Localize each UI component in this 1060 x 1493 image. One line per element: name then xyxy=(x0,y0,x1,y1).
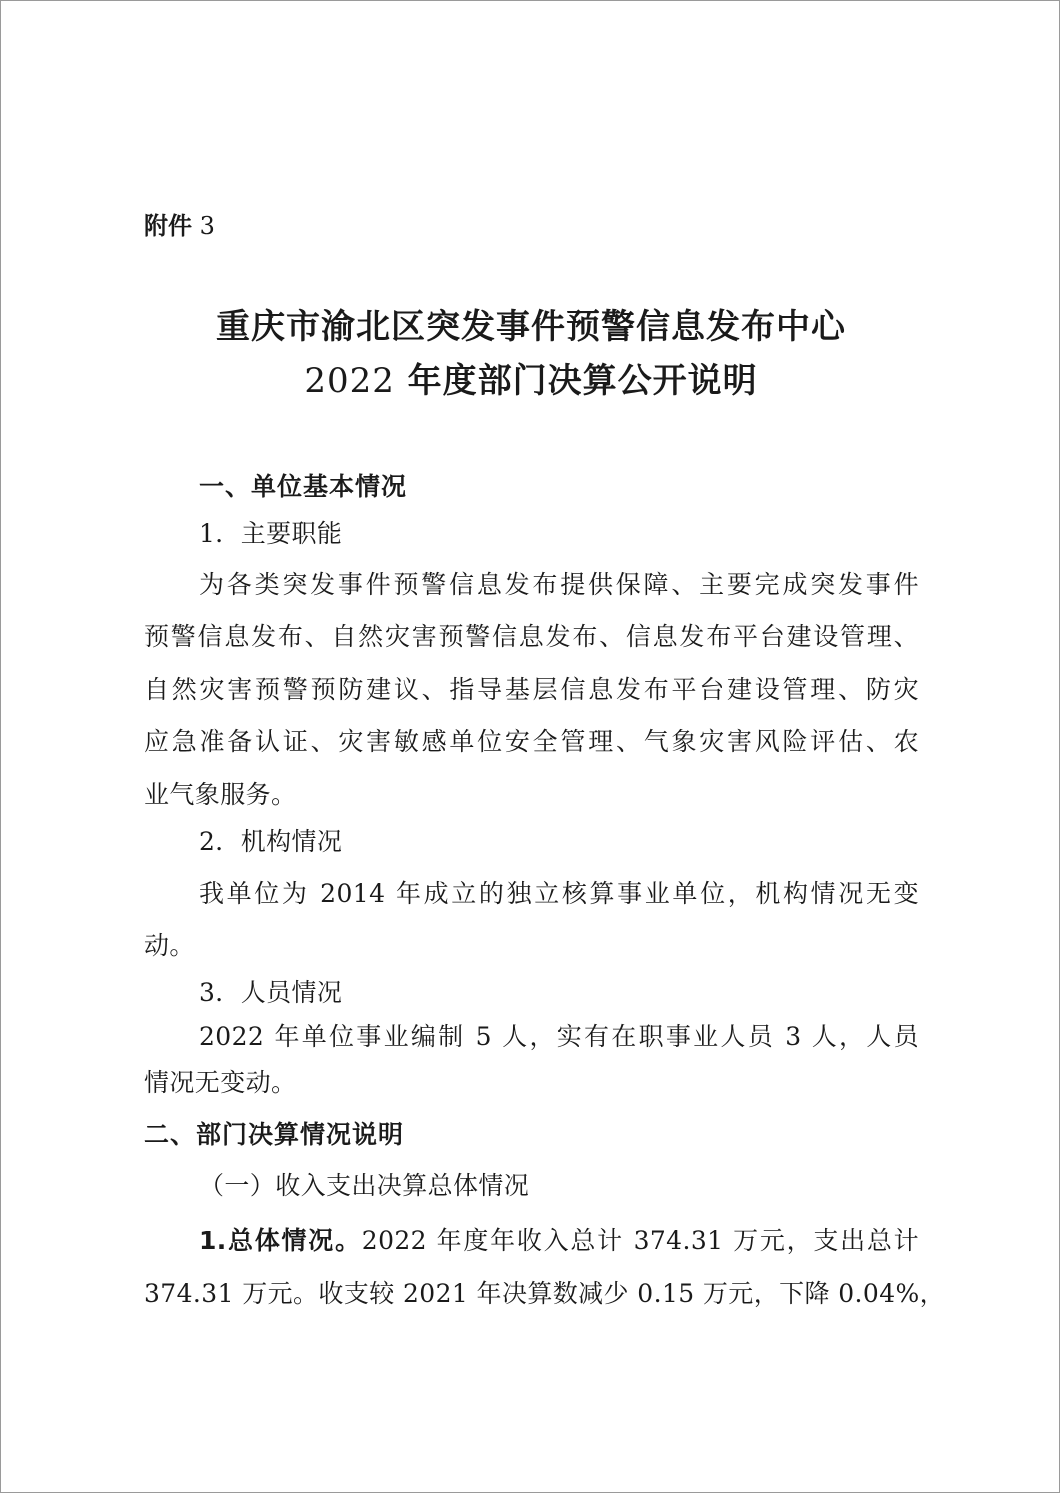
attachment-number: 3 xyxy=(199,212,215,240)
overall-label: 1.总体情况。 xyxy=(199,1226,362,1255)
sub2-line-2: 动。 xyxy=(144,931,195,960)
sub1-line-1: 为各类突发事件预警信息发布提供保障、主要完成突发事件 xyxy=(199,570,919,599)
overall-line-1 xyxy=(199,1225,919,1257)
section2-sub1-heading: （一）收入支出决算总体情况 xyxy=(199,1171,530,1200)
sub3-line-1: 2022 年单位事业编制 5 人，实有在职事业人员 3 人，人员 xyxy=(199,1022,919,1051)
sub1-line-2: 预警信息发布、自然灾害预警信息发布、信息发布平台建设管理、 xyxy=(144,622,919,651)
document-title-line1: 重庆市渝北区突发事件预警信息发布中心 xyxy=(216,307,846,347)
sub2-line-1: 我单位为 2014 年成立的独立核算事业单位，机构情况无变 xyxy=(199,879,919,908)
title-rest: 年度部门决算公开说明 xyxy=(394,361,758,401)
section2-heading: 二、部门决算情况说明 xyxy=(144,1120,405,1149)
sub3-line-2: 情况无变动。 xyxy=(144,1068,297,1097)
overall-line-2: 374.31 万元。收支较 2021 年决算数减少 0.15 万元，下降 0.04%， xyxy=(144,1279,946,1308)
section1-heading: 一、单位基本情况 xyxy=(199,472,408,501)
overall-line-1-text: 2022 年度年收入总计 374.31 万元，支出总计 xyxy=(361,1226,919,1255)
sub1-line-3: 自然灾害预警预防建议、指导基层信息发布平台建设管理、防灾 xyxy=(144,675,919,704)
attachment-text: 附件 xyxy=(144,212,192,240)
sub3-heading: 3．人员情况 xyxy=(199,978,343,1007)
sub1-heading: 1．主要职能 xyxy=(199,519,343,548)
sub2-heading: 2．机构情况 xyxy=(199,827,343,856)
sub1-line-4: 应急准备认证、灾害敏感单位安全管理、气象灾害风险评估、农 xyxy=(144,727,919,756)
title-year: 2022 xyxy=(304,361,395,401)
attachment-label xyxy=(144,210,215,242)
document-title-line2 xyxy=(1,359,1060,403)
sub1-line-5: 业气象服务。 xyxy=(144,780,297,809)
